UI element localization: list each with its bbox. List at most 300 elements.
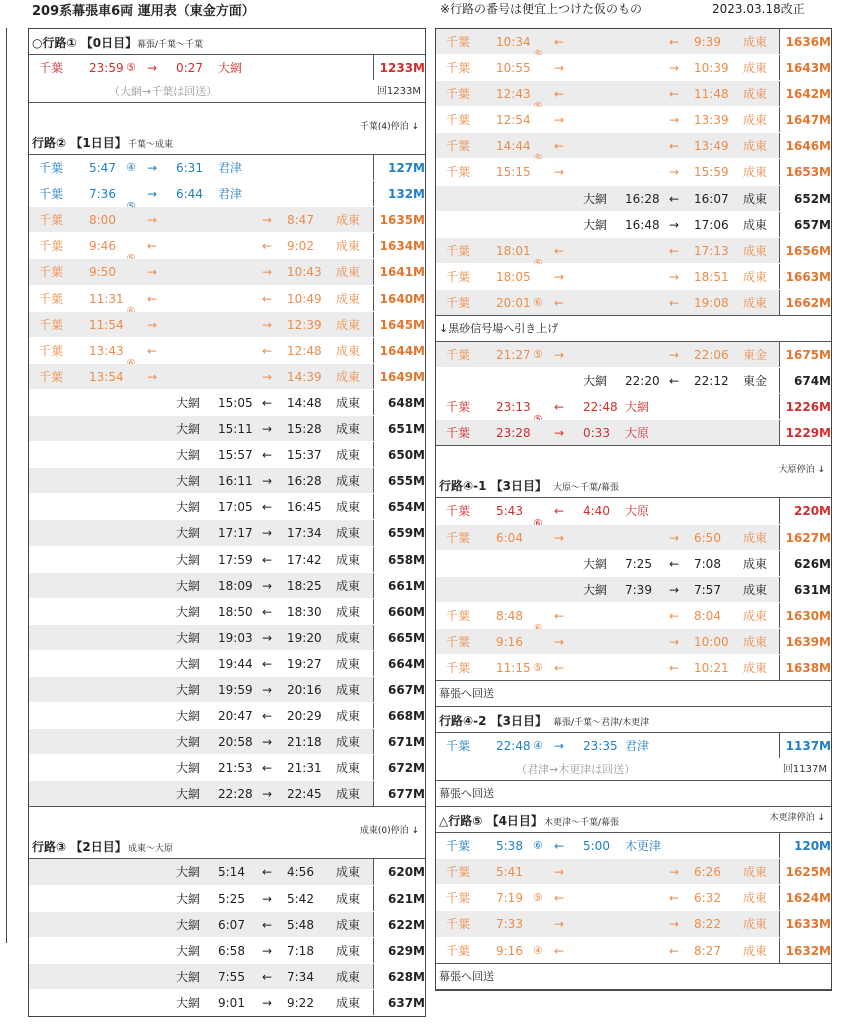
train-number: 1645M xyxy=(373,312,425,337)
train-number: 1635M xyxy=(373,207,425,232)
cell: 18:50 xyxy=(218,604,253,619)
cell: 成東 xyxy=(336,969,361,984)
header-note: ※行路の番号は便宜上つけた仮のもの xyxy=(440,2,643,16)
schedule-row xyxy=(436,498,831,524)
cell: 7:39 xyxy=(625,582,652,597)
cell: 大網 xyxy=(176,500,201,515)
train-number: 1662M xyxy=(779,290,831,315)
cell: 15:57 xyxy=(218,448,253,463)
cell: 6:50 xyxy=(694,530,721,545)
cell: 千葉 xyxy=(446,269,471,284)
train-number: 1226M xyxy=(779,394,831,419)
cell: → xyxy=(147,369,158,384)
cell: 9:16 xyxy=(496,943,523,958)
train-number: 1233M xyxy=(373,55,425,80)
route-span: 木更津～千葉/幕張 xyxy=(544,818,620,829)
cell: ← xyxy=(262,291,273,306)
cell: 23:28 xyxy=(496,426,531,441)
cell: 成東 xyxy=(336,552,361,567)
schedule-row xyxy=(29,625,425,651)
cell: 成東 xyxy=(743,530,768,545)
cell: 成東 xyxy=(336,630,361,645)
cell: 22:20 xyxy=(625,374,660,389)
cell: 12:43 xyxy=(496,87,531,102)
cell: ← xyxy=(669,556,680,571)
train-number: 652M xyxy=(779,186,831,211)
cell: 18:30 xyxy=(287,604,322,619)
overnight-note: 千葉(4)停泊 ↓ xyxy=(359,122,419,133)
train-number: 120M xyxy=(779,833,831,858)
cell: 大原 xyxy=(625,426,650,441)
cell: 21:18 xyxy=(287,735,322,750)
cell: → xyxy=(669,217,680,232)
cell: → xyxy=(554,739,565,754)
cell: 8:48 xyxy=(496,608,523,623)
schedule-row xyxy=(436,264,831,290)
train-number: 1656M xyxy=(779,238,831,263)
cell: 20:29 xyxy=(287,709,322,724)
cell: 大網 xyxy=(583,582,608,597)
train-number: 1624M xyxy=(779,885,831,910)
cell: ← xyxy=(262,604,273,619)
schedule-row xyxy=(436,551,831,577)
cell: ← xyxy=(669,243,680,258)
cell: 9:22 xyxy=(287,995,314,1010)
cell: → xyxy=(669,269,680,284)
cell: 成東 xyxy=(336,474,361,489)
cell: → xyxy=(669,865,680,880)
right-schedule-column xyxy=(435,28,832,991)
train-number: 668M xyxy=(373,703,425,728)
schedule-row xyxy=(29,259,425,285)
cell: ← xyxy=(669,608,680,623)
cell: ← xyxy=(669,87,680,102)
schedule-row xyxy=(436,133,831,159)
schedule-row xyxy=(436,238,831,264)
cell: 11:54 xyxy=(89,317,124,332)
cell: 千葉 xyxy=(446,400,471,415)
cell: 成東 xyxy=(743,556,768,571)
cell: 千葉 xyxy=(39,239,64,254)
cell: 千葉 xyxy=(39,187,64,202)
schedule-row xyxy=(436,603,831,629)
schedule-row xyxy=(436,911,831,937)
cell: 23:59 xyxy=(89,61,124,75)
cell: 17:17 xyxy=(218,526,253,541)
cell: 大網 xyxy=(176,891,201,906)
cell: ← xyxy=(147,239,158,254)
route-header xyxy=(29,103,425,155)
cell: 17:42 xyxy=(287,552,322,567)
cell: 19:08 xyxy=(694,295,729,310)
cell: ← xyxy=(669,191,680,206)
cell: ← xyxy=(669,660,680,675)
cell: 大網 xyxy=(625,400,650,415)
train-number: 1644M xyxy=(373,338,425,363)
platform-circle: ⑤ xyxy=(126,61,136,74)
cell: ← xyxy=(262,343,273,358)
cell: 10:43 xyxy=(287,265,322,280)
train-number: 626M xyxy=(779,551,831,576)
deadhead-text: （大網→千葉は回送） xyxy=(109,85,218,99)
cell: 6:04 xyxy=(496,530,523,545)
cell: ← xyxy=(669,891,680,906)
cell: 5:25 xyxy=(218,891,245,906)
schedule-row xyxy=(436,629,831,655)
cell: 千葉 xyxy=(446,634,471,649)
cell: 23:35 xyxy=(583,739,618,754)
schedule-row xyxy=(436,107,831,133)
transfer-note: 幕張へ回送 xyxy=(436,781,831,807)
cell: ← xyxy=(147,291,158,306)
schedule-row xyxy=(29,599,425,625)
route-header xyxy=(29,807,425,859)
cell: 18:25 xyxy=(287,578,322,593)
cell: 大網 xyxy=(583,556,608,571)
cell: 千葉 xyxy=(446,608,471,623)
cell: 10:21 xyxy=(694,660,729,675)
cell: 9:01 xyxy=(218,995,245,1010)
cell: ← xyxy=(262,917,273,932)
train-number: 664M xyxy=(373,651,425,676)
schedule-row xyxy=(29,155,425,181)
cell: 8:27 xyxy=(694,943,721,958)
train-number: 620M xyxy=(373,859,425,884)
cell: 16:28 xyxy=(287,474,322,489)
cell: 18:09 xyxy=(218,578,253,593)
deadhead-note xyxy=(436,759,831,781)
schedule-row xyxy=(29,338,425,364)
train-number: 1641M xyxy=(373,259,425,284)
cell: 成東 xyxy=(336,422,361,437)
cell: 17:06 xyxy=(694,217,729,232)
platform-circle: ④ xyxy=(533,739,543,753)
route-name: 行路④-2 【3日目】 xyxy=(439,714,548,729)
schedule-row xyxy=(29,859,425,885)
train-number: 1636M xyxy=(779,29,831,54)
cell: 0:27 xyxy=(176,61,203,75)
cell: 千葉 xyxy=(446,139,471,154)
cell: 成東 xyxy=(336,239,361,254)
cell: ← xyxy=(262,500,273,515)
cell: 6:07 xyxy=(218,917,245,932)
cell: 15:37 xyxy=(287,448,322,463)
cell: 9:46 xyxy=(89,239,116,254)
cell: ← xyxy=(262,395,273,410)
cell: 15:15 xyxy=(496,165,531,180)
train-number: 659M xyxy=(373,520,425,545)
schedule-row xyxy=(29,286,425,312)
train-number: 220M xyxy=(779,498,831,523)
train-number: 1675M xyxy=(779,342,831,367)
schedule-row xyxy=(436,342,831,368)
train-number: 660M xyxy=(373,599,425,624)
cell: 11:48 xyxy=(694,87,729,102)
cell: 13:49 xyxy=(694,139,729,154)
cell: 16:48 xyxy=(625,217,660,232)
schedule-row xyxy=(436,525,831,551)
cell: 7:34 xyxy=(287,969,314,984)
cell: 22:28 xyxy=(218,787,253,802)
schedule-row xyxy=(436,420,831,446)
cell: → xyxy=(262,682,273,697)
cell: 成東 xyxy=(743,917,768,932)
cell: 成東 xyxy=(743,139,768,154)
cell: 成東 xyxy=(743,865,768,880)
cell: 千葉 xyxy=(39,161,64,176)
train-number: 654M xyxy=(373,494,425,519)
cell: 22:12 xyxy=(694,374,729,389)
schedule-row xyxy=(29,755,425,781)
cell: 大網 xyxy=(176,448,201,463)
cell: 木更津 xyxy=(625,839,662,854)
cell: 7:55 xyxy=(218,969,245,984)
cell: 17:59 xyxy=(218,552,253,567)
cell: 14:44 xyxy=(496,139,531,154)
cell: ← xyxy=(262,552,273,567)
platform-circle: ④ xyxy=(533,943,543,957)
schedule-row xyxy=(29,781,425,807)
route-header xyxy=(29,29,425,55)
deadhead-number: 回1137M xyxy=(782,764,827,776)
cell: 成東 xyxy=(743,660,768,675)
cell: 大網 xyxy=(176,526,201,541)
cell: → xyxy=(262,526,273,541)
cell: 大網 xyxy=(176,604,201,619)
cell: → xyxy=(147,187,158,202)
train-number: 1663M xyxy=(779,264,831,289)
cell: → xyxy=(554,61,565,76)
deadhead-note xyxy=(29,81,425,103)
cell: 成東 xyxy=(336,761,361,776)
cell: ← xyxy=(554,839,565,854)
schedule-row xyxy=(436,81,831,107)
cell: 千葉 xyxy=(446,865,471,880)
cell: 成東 xyxy=(336,787,361,802)
schedule-row xyxy=(436,859,831,885)
cell: 千葉 xyxy=(446,87,471,102)
route-name: 行路④-1 【3日目】 xyxy=(439,479,548,494)
schedule-row xyxy=(29,416,425,442)
revision-date: 2023.03.18改正 xyxy=(712,2,805,16)
cell: 22:45 xyxy=(287,787,322,802)
train-number: 629M xyxy=(373,938,425,963)
cell: 19:20 xyxy=(287,630,322,645)
cell: 成東 xyxy=(336,709,361,724)
cell: 大網 xyxy=(176,735,201,750)
train-number: 657M xyxy=(779,212,831,237)
cell: 13:43 xyxy=(89,343,124,358)
cell: 大網 xyxy=(176,709,201,724)
cell: 10:49 xyxy=(287,291,322,306)
cell: 東金 xyxy=(743,348,768,363)
cell: 7:33 xyxy=(496,917,523,932)
cell: 12:39 xyxy=(287,317,322,332)
cell: 君津 xyxy=(218,161,243,176)
cell: ← xyxy=(669,295,680,310)
cell: 5:00 xyxy=(583,839,610,854)
cell: 成東 xyxy=(743,891,768,906)
cell: → xyxy=(669,113,680,128)
cell: 5:38 xyxy=(496,839,523,854)
train-number: 1625M xyxy=(779,859,831,884)
cell: ← xyxy=(262,239,273,254)
cell: 成東 xyxy=(743,87,768,102)
schedule-row xyxy=(436,186,831,212)
cell: 8:00 xyxy=(89,213,116,228)
cell: 千葉 xyxy=(446,243,471,258)
cell: 大網 xyxy=(176,630,201,645)
overnight-note: 木更津停泊 ↓ xyxy=(769,813,825,824)
cell: 6:58 xyxy=(218,943,245,958)
cell: 15:59 xyxy=(694,165,729,180)
cell: 成東 xyxy=(336,682,361,697)
platform-circle: ④ xyxy=(126,161,136,175)
page-title: 209系幕張車6両 運用表（東金方面） xyxy=(32,4,255,19)
schedule-row xyxy=(436,655,831,681)
train-number: 1638M xyxy=(779,655,831,680)
schedule-row xyxy=(29,181,425,207)
cell: 成東 xyxy=(743,634,768,649)
cell: 成東 xyxy=(336,656,361,671)
train-number: 1633M xyxy=(779,911,831,936)
cell: 19:27 xyxy=(287,656,322,671)
cell: → xyxy=(669,582,680,597)
cell: ← xyxy=(554,400,565,415)
cell: 大網 xyxy=(176,682,201,697)
route-name: 行路② 【1日目】 xyxy=(32,136,127,151)
cell: 7:57 xyxy=(694,582,721,597)
cell: → xyxy=(262,369,273,384)
cell: 21:27 xyxy=(496,348,531,363)
cell: → xyxy=(669,348,680,363)
cell: 大網 xyxy=(583,191,608,206)
cell: 成東 xyxy=(336,343,361,358)
cell: 千葉 xyxy=(446,165,471,180)
cell: 成東 xyxy=(743,943,768,958)
cell: 成東 xyxy=(336,369,361,384)
route-span: 幕張/千葉～千葉 xyxy=(137,40,204,50)
cell: 成東 xyxy=(743,295,768,310)
schedule-row xyxy=(436,885,831,911)
cell: 4:40 xyxy=(583,504,610,519)
cell: 13:39 xyxy=(694,113,729,128)
cell: 大網 xyxy=(176,656,201,671)
deadhead-number: 回1233M xyxy=(376,86,421,98)
cell: 20:16 xyxy=(287,682,322,697)
cell: 成東 xyxy=(336,317,361,332)
overnight-note: 大原停泊 ↓ xyxy=(778,465,825,476)
route-span: 幕張/千葉～君津/木更津 xyxy=(553,718,650,729)
schedule-row xyxy=(29,703,425,729)
left-edge-border xyxy=(0,28,7,943)
cell: → xyxy=(669,917,680,932)
route-span: 成東～大原 xyxy=(128,844,174,855)
cell: ← xyxy=(554,243,565,258)
cell: 大網 xyxy=(176,917,201,932)
cell: → xyxy=(554,165,565,180)
cell: → xyxy=(147,61,158,75)
cell: 千葉 xyxy=(446,660,471,675)
train-number: 631M xyxy=(779,577,831,602)
cell: 千葉 xyxy=(446,426,471,441)
cell: 17:13 xyxy=(694,243,729,258)
train-number: 674M xyxy=(779,368,831,393)
cell: 大網 xyxy=(218,61,243,75)
cell: 20:01 xyxy=(496,295,531,310)
cell: → xyxy=(262,578,273,593)
train-number: 651M xyxy=(373,416,425,441)
train-number: 1229M xyxy=(779,420,831,445)
platform-circle: ⑥ xyxy=(533,295,543,309)
cell: → xyxy=(669,61,680,76)
cell: 5:43 xyxy=(496,504,523,519)
cell: 大原 xyxy=(625,504,650,519)
cell: 成東 xyxy=(743,269,768,284)
cell: 5:42 xyxy=(287,891,314,906)
cell: 成東 xyxy=(336,213,361,228)
cell: 18:01 xyxy=(496,243,531,258)
cell: 14:48 xyxy=(287,395,322,410)
cell: 千葉 xyxy=(446,504,471,519)
train-number: 650M xyxy=(373,442,425,467)
cell: 大網 xyxy=(176,969,201,984)
train-number: 1630M xyxy=(779,603,831,628)
schedule-row xyxy=(29,938,425,964)
cell: 千葉 xyxy=(446,61,471,76)
cell: ← xyxy=(262,865,273,880)
cell: 21:53 xyxy=(218,761,253,776)
schedule-row xyxy=(29,364,425,390)
cell: 6:26 xyxy=(694,865,721,880)
cell: → xyxy=(554,269,565,284)
cell: 千葉 xyxy=(39,213,64,228)
cell: → xyxy=(147,265,158,280)
schedule-row xyxy=(29,886,425,912)
train-number: 655M xyxy=(373,468,425,493)
cell: 0:33 xyxy=(583,426,610,441)
train-number: 1647M xyxy=(779,107,831,132)
schedule-row xyxy=(436,368,831,394)
deadhead-text: （君津→木更津は回送） xyxy=(516,763,636,777)
cell: ← xyxy=(554,943,565,958)
cell: 成東 xyxy=(743,165,768,180)
transfer-note: ↓黒砂信号場へ引き上げ xyxy=(436,316,831,342)
schedule-row xyxy=(436,833,831,859)
train-number: 658M xyxy=(373,547,425,572)
route-name: △行路⑤ 【4日目】 xyxy=(439,814,543,829)
cell: 大網 xyxy=(176,578,201,593)
train-number: 628M xyxy=(373,964,425,989)
cell: 成東 xyxy=(336,526,361,541)
cell: 大網 xyxy=(176,552,201,567)
cell: 7:18 xyxy=(287,943,314,958)
platform-circle: ⑤ xyxy=(533,660,543,674)
cell: → xyxy=(262,213,273,228)
cell: 成東 xyxy=(336,604,361,619)
schedule-row xyxy=(29,990,425,1016)
schedule-row xyxy=(29,964,425,990)
cell: ← xyxy=(554,660,565,675)
cell: 大網 xyxy=(583,374,608,389)
transfer-note: 幕張へ回送 xyxy=(436,681,831,707)
cell: ← xyxy=(554,891,565,906)
cell: 成東 xyxy=(743,35,768,49)
schedule-row xyxy=(436,290,831,316)
train-number: 127M xyxy=(373,155,425,180)
cell: 12:54 xyxy=(496,113,531,128)
train-number: 132M xyxy=(373,181,425,206)
